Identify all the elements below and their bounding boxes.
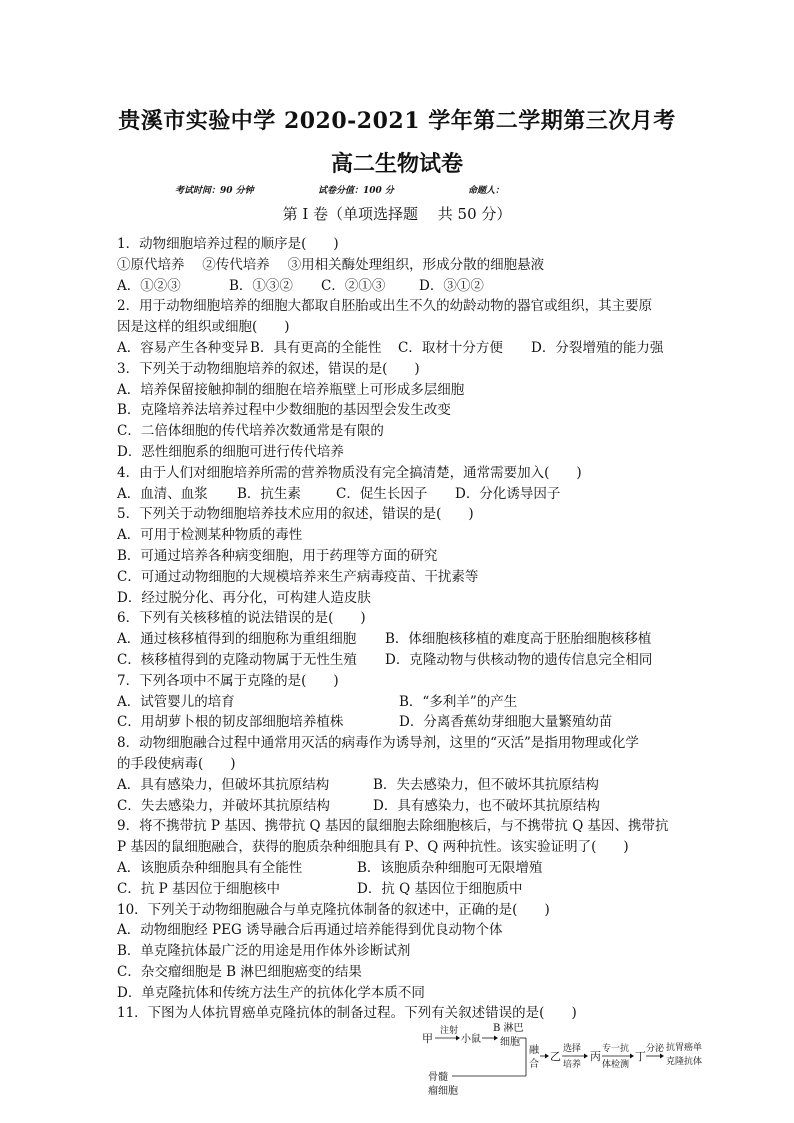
option-row [117, 276, 687, 297]
option-a: A．试管婴儿的培育 [117, 693, 235, 710]
option-b: B．失去感染力，但不破坏其抗原结构 [373, 776, 599, 793]
label-fuse-1: 融 [529, 1045, 539, 1056]
option-d: D．分离香蕉幼芽细胞大量繁殖幼苗 [399, 714, 613, 731]
arrow-head [630, 1054, 634, 1059]
label-secrete: 分泌 [646, 1044, 665, 1054]
option-b: B．①③② [229, 277, 293, 294]
option-c: C．取材十分方便 [398, 339, 503, 356]
question-stem: 的手段使病毒( ) [117, 755, 236, 772]
option-c: C．二倍体细胞的传代培养次数通常是有限的 [117, 423, 384, 440]
option-c: C．核移植得到的克隆动物属于无性生殖 [117, 651, 357, 668]
question-stem: 1．动物细胞培养过程的顺序是( ) [117, 236, 339, 252]
full-score: 试卷分值：100 分 [318, 186, 394, 196]
option-row [117, 650, 687, 671]
arrow-head [545, 1054, 549, 1059]
arrow-head [456, 1036, 460, 1041]
option-a: A．培养保留接触抑制的细胞在培养瓶壁上可形成多层细胞 [117, 381, 465, 398]
option-b: B．“多利羊”的产生 [399, 693, 518, 710]
label-antibody-1: 抗胃癌单 [666, 1043, 703, 1053]
question-stem: ①原代培养 ②传代培养 ③用相关酶处理组织，形成分散的细胞悬液 [117, 256, 545, 273]
question [117, 733, 687, 816]
label-b-cell-2: 细胞 [500, 1037, 520, 1048]
question-stem: P 基因的鼠细胞融合，获得的胞质杂种细胞具有 P、Q 两种抗性。该实验证明了( ) [117, 839, 629, 856]
option-a: A．血清、血浆 [117, 485, 208, 502]
option-d: D．经过脱分化、再分化，可构建人造皮肤 [117, 589, 371, 606]
question-stem: 5．下列关于动物细胞培养技术应用的叙述，错误的是( ) [117, 506, 474, 523]
section-title: 第 I 卷（单项选择题 共 50 分） [282, 205, 512, 223]
option-b: B．可通过培养各种病变细胞，用于药理等方面的研究 [117, 547, 438, 564]
arrow-head [584, 1054, 588, 1059]
question-stem: 7．下列各项中不属于克隆的是( ) [117, 672, 339, 689]
question-stem: 9．将不携带抗 P 基因、携带抗 Q 基因的鼠细胞去除细胞核后，与不携带抗 Q 基因、携带抗 [117, 818, 669, 835]
option-d: D．具有感染力，也不破坏其抗原结构 [373, 797, 600, 814]
label-myeloma-2: 瘤细胞 [428, 1086, 458, 1097]
option-d: D．③①② [419, 277, 484, 294]
question [117, 463, 687, 505]
option-row [117, 338, 687, 359]
option-a: A．通过核移植得到的细胞称为重组细胞 [117, 631, 357, 648]
option-c: C．杂交瘤细胞是 B 淋巴细胞癌变的结果 [117, 963, 362, 980]
question [117, 608, 687, 670]
exam-title: 贵溪市实验中学 2020-2021 学年第二学期第三次月考 [118, 108, 676, 134]
label-test-2: 体检测 [602, 1060, 630, 1070]
arrow-head [660, 1054, 664, 1059]
label-bing: 丙 [590, 1050, 601, 1063]
option-a: A．动物细胞经 PEG 诱导融合后再通过培养能得到优良动物个体 [117, 922, 503, 939]
option-b: B．抗生素 [237, 485, 301, 502]
question [117, 359, 687, 463]
option-d: D．抗 Q 基因位于细胞质中 [357, 880, 523, 897]
option-b: B．单克隆抗体最广泛的用途是用作体外诊断试剂 [117, 943, 411, 960]
option-row [117, 775, 687, 796]
question-stem: 11．下图为人体抗胃癌单克隆抗体的制备过程。下列有关叙述错误的是( ) [117, 1005, 577, 1022]
arrow-head [494, 1036, 498, 1041]
question [117, 900, 687, 1004]
option-row [117, 692, 687, 713]
question-stem: 10．下列关于动物细胞融合与单克隆抗体制备的叙述中，正确的是( ) [117, 901, 550, 918]
exam-time: 考试时间：90 分钟 [175, 186, 254, 196]
label-ding: 丁 [635, 1050, 646, 1063]
option-b: B．克隆培养法培养过程中少数细胞的基因型会发生改变 [117, 402, 451, 419]
question-stem: 8．动物细胞融合过程中通常用灭活的病毒作为诱导剂，这里的“灭活”是指用物理或化学 [117, 735, 639, 752]
option-row [117, 796, 687, 817]
author: 命题人： [468, 186, 505, 196]
option-row [117, 879, 687, 900]
option-c: C．用胡萝卜根的韧皮部细胞培养植株 [117, 714, 344, 731]
exam-subtitle: 高二生物试卷 [330, 151, 463, 177]
question [117, 296, 687, 358]
antibody-process-diagram [420, 1020, 703, 1115]
label-b-cell-1: B 淋巴 [493, 1023, 524, 1034]
option-row [117, 484, 687, 505]
option-d: D．克隆动物与供核动物的遗传信息完全相同 [385, 651, 653, 668]
option-a: A．具有感染力，但破坏其抗原结构 [117, 776, 330, 793]
option-d: D．单克隆抗体和传统方法生产的抗体化学本质不同 [117, 984, 425, 1001]
option-a: A．该胞质杂种细胞具有全能性 [117, 859, 303, 876]
option-row [117, 629, 687, 650]
label-myeloma-1: 骨髓 [428, 1072, 448, 1083]
label-antibody-2: 克隆抗体 [666, 1057, 703, 1067]
question-list [117, 234, 687, 1024]
label-mouse: 小鼠 [461, 1034, 481, 1045]
option-row [117, 858, 687, 879]
label-jia: 甲 [422, 1032, 433, 1045]
option-c: C．②①③ [321, 277, 386, 294]
option-b: B．具有更高的全能性 [250, 339, 382, 356]
question-stem: 6．下列有关核移植的说法错误的是( ) [117, 610, 366, 627]
label-inject: 注射 [440, 1026, 459, 1036]
option-a: A．①②③ [117, 277, 181, 294]
option-d: D．分裂增殖的能力强 [531, 339, 664, 356]
option-row [117, 712, 687, 733]
option-c: C．可通过动物细胞的大规模培养来生产病毒疫苗、干扰素等 [117, 568, 479, 585]
option-c: C．抗 P 基因位于细胞核中 [117, 880, 280, 897]
question [117, 816, 687, 899]
option-b: B．体细胞核移植的难度高于胚胎细胞核移植 [385, 631, 652, 648]
question-stem: 因是这样的组织或细胞( ) [117, 319, 290, 336]
label-select-1: 选择 [563, 1044, 582, 1054]
option-a: A．可用于检测某种物质的毒性 [117, 527, 303, 544]
option-d: D．分化诱导因子 [455, 485, 561, 502]
label-select-2: 培养 [563, 1060, 582, 1070]
question [117, 234, 687, 296]
option-c: C．促生长因子 [336, 485, 428, 502]
option-b: B．该胞质杂种细胞可无限增殖 [357, 859, 543, 876]
label-fuse-2: 合 [529, 1059, 539, 1070]
question-stem: 2．用于动物细胞培养的细胞大都取自胚胎或出生不久的幼龄动物的器官或组织，其主要原 [117, 298, 653, 315]
question-stem: 3．下列关于动物细胞培养的叙述，错误的是( ) [117, 360, 420, 377]
option-a: A．容易产生各种变异 [117, 339, 249, 356]
question [117, 504, 687, 608]
option-d: D．恶性细胞系的细胞可进行传代培养 [117, 443, 344, 460]
label-test-1: 专一抗 [602, 1044, 630, 1054]
option-c: C．失去感染力，并破坏其抗原结构 [117, 797, 330, 814]
label-yi: 乙 [550, 1050, 561, 1063]
question-stem: 4．由于人们对细胞培养所需的营养物质没有完全搞清楚，通常需要加入( ) [117, 464, 582, 481]
question [117, 671, 687, 733]
